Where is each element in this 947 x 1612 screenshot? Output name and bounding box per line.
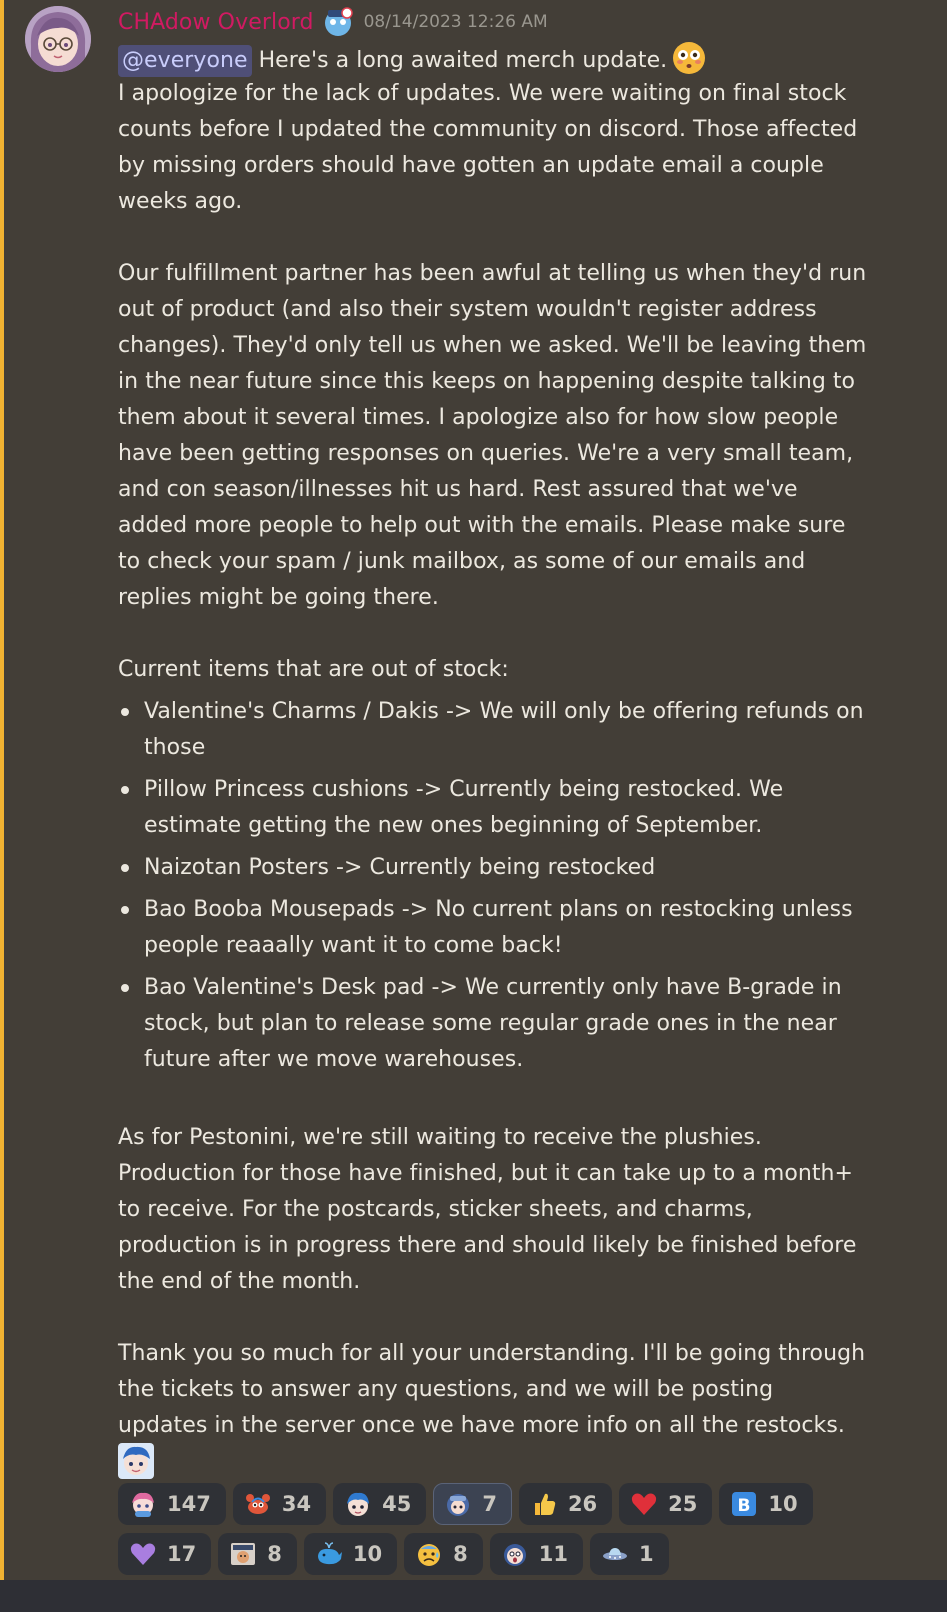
reaction-pill[interactable] bbox=[333, 1483, 426, 1525]
text-line: Bao Booba Mousepads -> No current plans on restocking unless bbox=[144, 897, 853, 922]
list-item bbox=[118, 694, 868, 766]
helmet-anime-emoji-icon bbox=[444, 1490, 472, 1518]
reaction-pill[interactable] bbox=[233, 1483, 326, 1525]
text-line: and con season/illnesses hit us hard. Rest assured that we've bbox=[118, 477, 798, 502]
sweating-face-icon bbox=[415, 1540, 443, 1568]
crab-emoji-icon bbox=[244, 1490, 272, 1518]
flushed-face-icon bbox=[671, 40, 707, 76]
reaction-count: 25 bbox=[668, 1492, 698, 1516]
reaction-bar bbox=[118, 1483, 878, 1575]
text-line: to receive. For the postcards, sticker sheets, and charms, bbox=[118, 1197, 753, 1222]
sticker-card-emoji-icon bbox=[229, 1540, 257, 1568]
svg-text:B: B bbox=[737, 1496, 751, 1516]
reaction-count: 8 bbox=[267, 1542, 282, 1566]
text-line: weeks ago. bbox=[118, 189, 243, 214]
reaction-pill[interactable] bbox=[519, 1483, 612, 1525]
intro-text: Here's a long awaited merch update. bbox=[258, 48, 668, 73]
reaction-count: 10 bbox=[768, 1492, 798, 1516]
message-timestamp[interactable]: 08/14/2023 12:26 AM bbox=[363, 12, 548, 32]
reaction-count: 7 bbox=[482, 1492, 497, 1516]
text-line: Our fulfillment partner has been awful at telling us when they'd run bbox=[118, 261, 867, 286]
text-line: the end of the month. bbox=[118, 1269, 361, 1294]
intro-line bbox=[118, 40, 868, 76]
ufo-icon bbox=[601, 1540, 629, 1568]
text-line: Production for those have finished, but it can take up to a month+ bbox=[118, 1161, 854, 1186]
text-line: to check your spam / junk mailbox, as some of our emails and bbox=[118, 549, 806, 574]
reaction-count: 34 bbox=[281, 1492, 312, 1516]
reaction-pill[interactable] bbox=[118, 1533, 211, 1575]
text-line: I apologize for the lack of updates. We were waiting on final stock bbox=[118, 81, 847, 106]
text-line: future after we move warehouses. bbox=[144, 1047, 524, 1072]
text-line: As for Pestonini, we're still waiting to receive the plushies. bbox=[118, 1125, 762, 1150]
reaction-pill[interactable] bbox=[490, 1533, 583, 1575]
mention-highlight-bar bbox=[0, 0, 4, 1580]
reaction-count: 1 bbox=[638, 1542, 654, 1566]
text-line: in the near future since this keeps on happening despite talking to bbox=[118, 369, 856, 394]
role-badge-icon[interactable] bbox=[322, 6, 354, 38]
message-body bbox=[118, 40, 868, 1444]
text-line: Naizotan Posters -> Currently being restocked bbox=[144, 855, 656, 880]
list-heading: Current items that are out of stock: bbox=[118, 657, 509, 682]
list-item bbox=[118, 970, 868, 1078]
text-line: those bbox=[144, 735, 206, 760]
pink-anime-emoji-icon bbox=[129, 1490, 157, 1518]
spacer bbox=[118, 1084, 868, 1120]
text-line: Bao Valentine's Desk pad -> We currently only have B-grade in bbox=[144, 975, 842, 1000]
reaction-count: 11 bbox=[538, 1542, 568, 1566]
reaction-count: 26 bbox=[567, 1492, 598, 1516]
reaction-pill[interactable] bbox=[590, 1533, 669, 1575]
reaction-pill[interactable] bbox=[218, 1533, 297, 1575]
spacer bbox=[118, 616, 868, 652]
purple-heart-icon bbox=[129, 1540, 157, 1568]
avatar[interactable] bbox=[25, 6, 91, 72]
text-line: updates in the server once we have more info on all the restocks. bbox=[118, 1413, 845, 1438]
reaction-pill[interactable] bbox=[404, 1533, 483, 1575]
reaction-pill[interactable] bbox=[118, 1483, 226, 1525]
shocked-anime-emoji-icon bbox=[501, 1540, 529, 1568]
username[interactable]: CHAdow Overlord bbox=[118, 9, 314, 35]
b-button-icon bbox=[730, 1490, 758, 1518]
out-of-stock-list bbox=[118, 694, 868, 1078]
text-line: have been getting responses on queries. We're a very small team, bbox=[118, 441, 854, 466]
blue-anime-emoji-icon bbox=[344, 1490, 372, 1518]
red-heart-icon bbox=[630, 1490, 658, 1518]
text-line: changes). They'd only tell us when we asked. We'll be leaving them bbox=[118, 333, 867, 358]
text-line: counts before I updated the community on discord. Those affected bbox=[118, 117, 858, 142]
paragraph-2 bbox=[118, 256, 868, 616]
spacer bbox=[118, 1300, 868, 1336]
list-item bbox=[118, 850, 868, 886]
whale-icon bbox=[315, 1540, 343, 1568]
reaction-pill[interactable] bbox=[719, 1483, 812, 1525]
text-line: replies might be going there. bbox=[118, 585, 439, 610]
text-line: Pillow Princess cushions -> Currently being restocked. We bbox=[144, 777, 784, 802]
text-line: people reaaally want it to come back! bbox=[144, 933, 563, 958]
list-item bbox=[118, 772, 868, 844]
blue-anime-emoji-icon bbox=[118, 1443, 154, 1479]
reaction-count: 8 bbox=[453, 1542, 468, 1566]
thumbs-up-icon bbox=[530, 1490, 558, 1518]
text-line: stock, but plan to release some regular grade ones in the near bbox=[144, 1011, 837, 1036]
reaction-pill[interactable] bbox=[304, 1533, 397, 1575]
text-line: estimate getting the new ones beginning of September. bbox=[144, 813, 763, 838]
reaction-pill[interactable] bbox=[619, 1483, 712, 1525]
paragraph-4 bbox=[118, 1336, 868, 1444]
reaction-count: 147 bbox=[167, 1492, 211, 1516]
text-line: production is in progress there and should likely be finished before bbox=[118, 1233, 857, 1258]
paragraph-1 bbox=[118, 76, 868, 220]
text-line: by missing orders should have gotten an update email a couple bbox=[118, 153, 824, 178]
text-line: the tickets to answer any questions, and we will be posting bbox=[118, 1377, 774, 1402]
text-line: out of product (and also their system wouldn't register address bbox=[118, 297, 817, 322]
avatar-image bbox=[25, 6, 91, 72]
text-line: them about it several times. I apologize also for how slow people bbox=[118, 405, 839, 430]
message-header bbox=[118, 6, 548, 38]
reaction-count: 45 bbox=[382, 1492, 412, 1516]
text-line: Valentine's Charms / Dakis -> We will only be offering refunds on bbox=[144, 699, 864, 724]
everyone-mention[interactable]: @everyone bbox=[118, 45, 252, 77]
reaction-pill-selected[interactable] bbox=[433, 1483, 512, 1525]
text-line: Thank you so much for all your understanding. I'll be going through bbox=[118, 1341, 866, 1366]
list-item bbox=[118, 892, 868, 964]
reaction-count: 17 bbox=[167, 1542, 197, 1566]
text-line: added more people to help out with the emails. Please make sure bbox=[118, 513, 846, 538]
paragraph-3 bbox=[118, 1120, 868, 1300]
spacer bbox=[118, 220, 868, 256]
reaction-count: 10 bbox=[352, 1542, 383, 1566]
